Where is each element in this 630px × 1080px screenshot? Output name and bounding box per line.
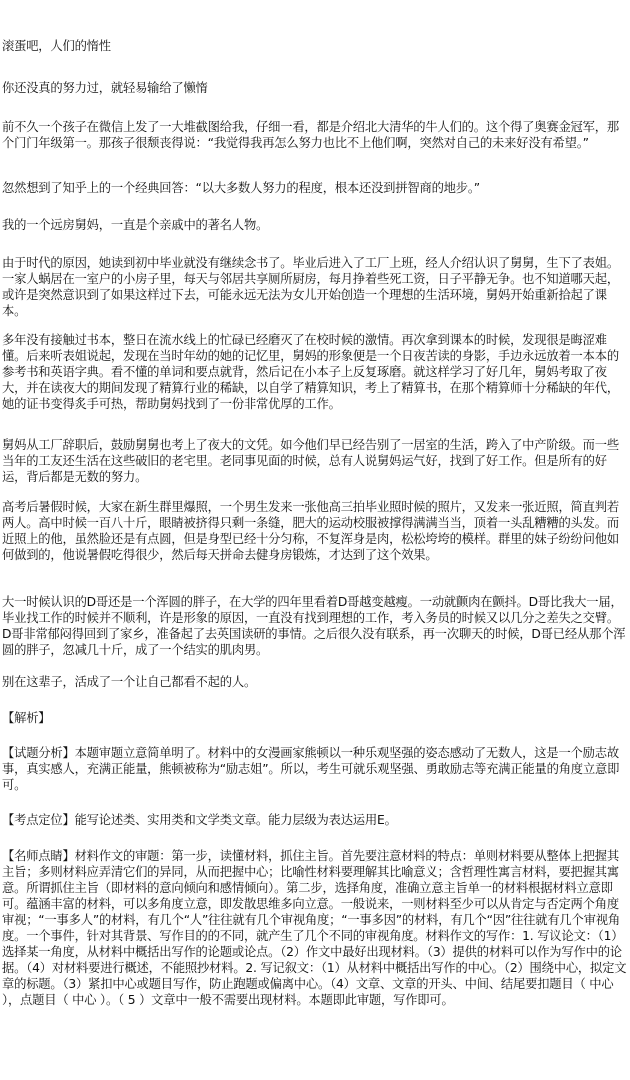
paragraph-8: 大一时候认识的D哥还是一个浑圆的胖子，在大学的四年里看着D哥越变越瘦。一动就颤肉在颤抖。D哥比我大一届，毕业找工作的时候并不顺利，许是形象的原因，一直没有找到理想的工作，考入务员的时候又以几分之差失之交臂。D哥非常郁闷得回到了家乡，准备起了去英国读研的事情。之后很久没有联系，再一次聊天的时候，D哥已经从那个浑圆的胖子，忽减几十斤，成了一个结实的肌肉男。 <box>2 595 626 657</box>
exam-point-paragraph: 【考点定位】能写论述类、实用类和文学类文章。能力层级为表达运用E。 <box>2 813 397 827</box>
paragraph-2: 忽然想到了知乎上的一个经典回答：“以大多数人努力的程度，根本还没到拼智商的地步。” <box>2 181 480 195</box>
essay-title: 滚蛋吧，人们的惰性 <box>2 39 111 53</box>
teacher-tips-paragraph: 【名师点睛】材料作文的审题：第一步，读懂材料，抓住主旨。首先要注意材料的特点：单则材料要从整体上把握其主旨；多则材料应弄清它们的异同，从而把握中心；比喻性材料要理解其比喻意义；含哲理性寓言材料，要把握其寓意。所谓抓住主旨（即材料的意向倾向和感情倾向）。第二步，选择角度，准确立意主旨单一的材料根据材料立意即可。蕴涵丰富的材料，可以多角度立意，即发散思维多向立意。一般说来，一则材料至少可以从肯定与否定两个角度审视；“一事多人”的材料，有几个“人”往往就有几个审视角度；“一事多因”的材料，有几个“因”往往就有几个审视角度。一个事件，针对其背景、写作目的的不同，就产生了几个不同的审视角度。材料作文的写作：1. 写议论文：（1）选择某一角度，从材料中概括出写作的论题或论点。（2）作文中最好出现材料。（3）提供的材料可以作为写作中的论据。（4）对材料要进行概述，不能照抄材料。2. 写记叙文：（1）从材料中概括出写作的中心。（2）围绕中心，拟定文章的标题。（3）紧扣中心或题目写作，防止跑题或偏离中心。（4）文章、文章的开头、中间、结尾要扣题目（ 中心 ），点题目（ 中心 ）。（ 5 ）文章中一般不需要出现材料。本题即此审题，写作即可。 <box>2 849 627 1007</box>
essay-subtitle: 你还没真的努力过，就轻易输给了懒惰 <box>2 81 208 95</box>
analysis-heading: 【解析】 <box>2 711 51 725</box>
analysis-paragraph: 【试题分析】本题审题立意简单明了。材料中的女漫画家熊顿以一种乐观坚强的姿态感动了无数人，这是一个励志故事，真实感人，充满正能量，熊顿被称为“励志姐”。所以，考生可就乐观坚强、勇敢励志等充满正能量的角度立意即可。 <box>2 746 620 792</box>
paragraph-3: 我的一个远房舅妈，一直是个亲戚中的著名人物。 <box>2 218 269 232</box>
paragraph-9: 别在这辈子，活成了一个让自己都看不起的人。 <box>2 675 257 689</box>
paragraph-6: 舅妈从工厂辞职后，鼓励舅舅也考上了夜大的文凭。如今他们早已经告别了一居室的生活，跨入了中产阶级。而一些当年的工友还生活在这些破旧的老宅里。老同事见面的时候，总有人说舅妈运气好，找到了好工作。但是所有的好运，背后都是无数的努力。 <box>2 438 619 484</box>
paragraph-5: 多年没有接触过书本，整日在流水线上的忙碌已经磨灭了在校时候的激情。再次拿到课本的时候，发现很是晦涩难懂。后来听表姐说起，发现在当时年幼的她的记忆里，舅妈的形象便是一个日夜苦读的身影，手边永远放着一本本的参考书和英语字典。看不懂的单词和要点就背，然后记在小本子上反复琢磨。就这样学习了好几年，舅妈考取了夜大，并在读夜大的期间发现了精算行业的稀缺，以自学了精算知识，考上了精算书，在那个精算师十分稀缺的年代，她的证书变得炙手可热，帮助舅妈找到了一份非常优厚的工作。 <box>2 333 619 411</box>
paragraph-7: 高考后暑假时候，大家在新生群里爆照，一个男生发来一张他高三拍毕业照时候的照片，又发来一张近照，简直判若两人。高中时候一百八十斤，眼睛被挤得只剩一条缝，肥大的运动校服被撑得满满当当，顶着一头乱糟糟的头发。而近照上的他，虽然脸还是有点圆，但是身型已经十分匀称，不复浑身是肉，松松垮垮的模样。群里的妹子纷纷问他如何做到的，他说暑假吃得很少，然后每天拼命去健身房锻炼，才达到了这个效果。 <box>2 500 619 562</box>
paragraph-1: 前不久一个孩子在微信上发了一大堆截图给我，仔细一看，都是介绍北大清华的牛人们的。这个得了奥赛金冠军，那个门门年级第一。那孩子很颓丧得说：“我觉得我再怎么努力也比不上他们啊，突然对自己的未来好没有希望。” <box>2 120 619 150</box>
paragraph-4: 由于时代的原因，她读到初中毕业就没有继续念书了。毕业后进入了工厂上班，经人介绍认识了舅舅，生下了表姐。一家人蜗居在一室户的小房子里，每天与邻居共享厕所厨房，每月挣着些死工资，日子平静无争。也不知道哪天起，或许是突然意识到了如果这样过下去，可能永远无法为女儿开始创造一个理想的生活环境，舅妈开始重新拾起了课本。 <box>2 256 619 318</box>
